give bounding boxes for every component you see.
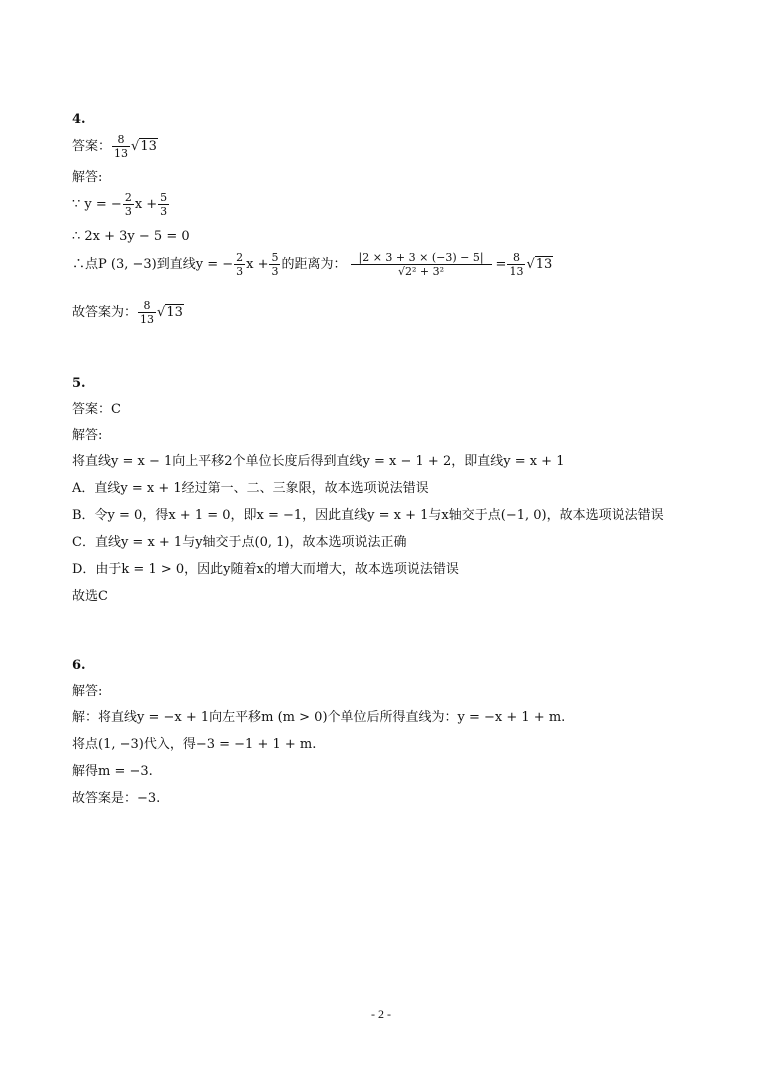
page-number: - 2 - <box>371 1007 391 1021</box>
q5-option-c: C．直线y = x + 1与y轴交于点(0, 1)，故本选项说法正确 <box>72 535 407 550</box>
q5-option-d: D．由于k = 1 > 0，因此y随着x的增大而增大，故本选项说法错误 <box>72 562 459 577</box>
question-number-6: 6. <box>72 658 86 673</box>
q5-answer: 答案：C <box>72 402 121 417</box>
q4-final-answer: 故答案为： $\frac{8}{13}$ √13 <box>72 299 183 326</box>
q4-line-1: ∵ y = − $\frac{2}{3}$ x + $\frac{5}{3}$ <box>72 191 168 218</box>
q6-line-2: 将点(1, −3)代入，得−3 = −1 + 1 + m. <box>72 737 317 752</box>
q5-final: 故选C <box>72 589 108 604</box>
question-number-5: 5. <box>72 376 86 391</box>
question-number-4: 4. <box>72 112 86 127</box>
q6-line-3: 解得m = −3. <box>72 764 153 779</box>
distance-formula: $\frac{|2 \times 3 + 3 \times (-3) - 5|}{\text{√2² + 3²}}$ <box>351 251 492 278</box>
q5-option-b: B．令y = 0，得x + 1 = 0，即x = −1，因此直线y = x + 1与x轴交于点(−1, 0)，故本选项说法错误 <box>72 508 664 523</box>
q6-solution-label: 解答: <box>72 684 103 699</box>
q4-answer-line <box>72 133 158 160</box>
q4-solution-label: 解答: <box>72 170 103 185</box>
q5-line-1: 将直线y = x − 1向上平移2个单位长度后得到直线y = x − 1 + 2，即直线y = x + 1 <box>72 454 565 469</box>
answer-label: 答案： <box>72 139 112 154</box>
q6-line-1: 解：将直线y = −x + 1向左平移m (m > 0)个单位后所得直线为：y = −x + 1 + m. <box>72 710 566 725</box>
q4-line-3: ∴点P (3, −3)到直线y = − $\frac{2}{3}$ x + $\frac{5}{3}$ 的距离为： $\frac{|2 \times 3 + 3 \times (-3) - 5|}{\text{√2² + 3²}}$ = $\frac{8}{13}$ √13 <box>72 251 553 278</box>
q4-line-2: ∴ 2x + 3y − 5 = 0 <box>72 229 190 244</box>
q6-line-4: 故答案是：−3. <box>72 791 161 806</box>
q5-solution-label: 解答: <box>72 428 103 443</box>
answer-fraction: $\frac{8}{13}$ <box>114 133 129 160</box>
q5-option-a: A．直线y = x + 1经过第一、二、三象限，故本选项说法错误 <box>72 481 429 496</box>
answer-sqrt: √13 <box>131 139 157 154</box>
